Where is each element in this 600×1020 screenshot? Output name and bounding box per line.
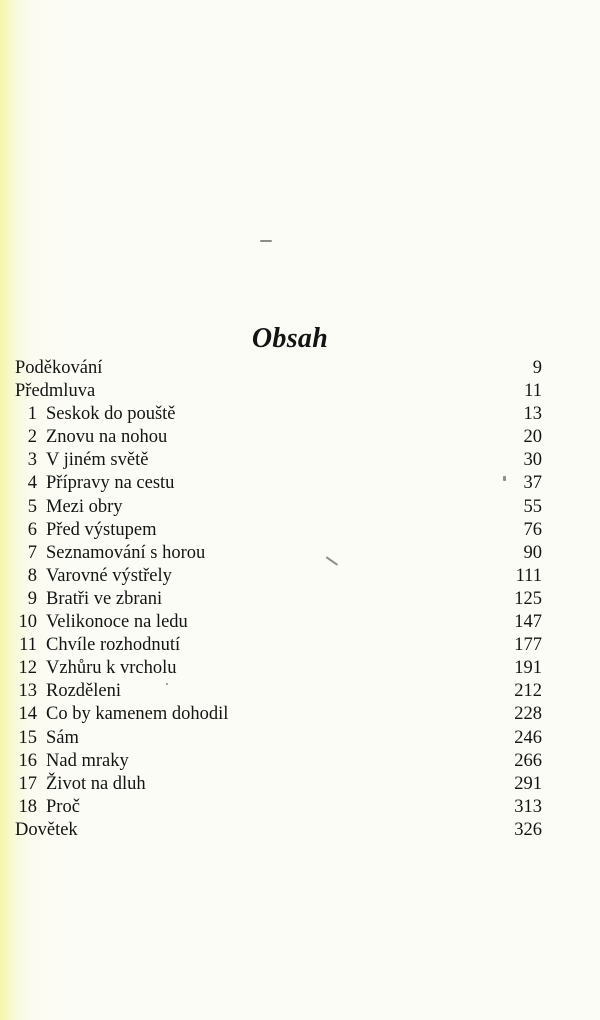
toc-entry bbox=[15, 703, 542, 726]
chapter-number: 6 bbox=[27, 519, 37, 540]
page-title: Obsah bbox=[251, 322, 329, 354]
toc-entry bbox=[15, 565, 542, 588]
chapter-number: 10 bbox=[18, 612, 37, 633]
toc-entry bbox=[15, 496, 542, 519]
chapter-number: 13 bbox=[18, 681, 37, 702]
toc-entry bbox=[15, 426, 542, 449]
chapter-number: 4 bbox=[27, 473, 37, 494]
page-number: 147 bbox=[514, 612, 542, 633]
chapter-title: Předmluva bbox=[15, 381, 96, 402]
chapter-number: 5 bbox=[27, 496, 37, 517]
chapter-number: 16 bbox=[18, 750, 37, 771]
page-number: 177 bbox=[514, 635, 542, 656]
toc-entry bbox=[15, 750, 542, 773]
toc-entry bbox=[15, 519, 542, 542]
chapter-number: 8 bbox=[27, 565, 37, 586]
page-number: 125 bbox=[514, 588, 542, 609]
page-number: 9 bbox=[532, 358, 542, 378]
chapter-title: Nad mraky bbox=[46, 750, 129, 771]
chapter-title: Před výstupem bbox=[46, 519, 157, 540]
chapter-number: 7 bbox=[27, 542, 37, 563]
chapter-number: 12 bbox=[18, 658, 37, 679]
chapter-title: Varovné výstřely bbox=[46, 565, 172, 586]
chapter-title: Chvíle rozhodnutí bbox=[46, 635, 181, 656]
page-number: 228 bbox=[514, 704, 542, 725]
page-number: 111 bbox=[515, 565, 542, 586]
page-number: 11 bbox=[524, 381, 542, 402]
chapter-number: 15 bbox=[18, 727, 37, 748]
chapter-title: Dovětek bbox=[15, 819, 78, 840]
toc-entry bbox=[15, 403, 542, 426]
page-number: 313 bbox=[514, 796, 542, 817]
page-number: 266 bbox=[514, 750, 542, 771]
toc-entry bbox=[15, 634, 542, 657]
chapter-number: 11 bbox=[19, 635, 37, 656]
chapter-number: 9 bbox=[27, 588, 37, 609]
toc-entry bbox=[15, 449, 542, 472]
chapter-number: 3 bbox=[27, 450, 37, 471]
toc-entry bbox=[15, 727, 542, 750]
table-of-contents bbox=[15, 357, 542, 842]
page-number: 76 bbox=[523, 519, 542, 540]
page-number: 90 bbox=[523, 542, 542, 563]
chapter-number: 17 bbox=[18, 773, 37, 794]
chapter-title: Sám bbox=[46, 727, 79, 748]
chapter-title: Bratři ve zbrani bbox=[46, 588, 163, 609]
chapter-number: 18 bbox=[18, 796, 37, 817]
chapter-title: Život na dluh bbox=[46, 773, 146, 794]
chapter-title: V jiném světě bbox=[46, 450, 149, 471]
toc-entry bbox=[15, 380, 542, 403]
page-number: 326 bbox=[514, 819, 542, 840]
chapter-title: Přípravy na cestu bbox=[46, 473, 175, 494]
toc-entry bbox=[15, 819, 542, 842]
chapter-number: 14 bbox=[18, 704, 37, 725]
page-number: 55 bbox=[523, 496, 542, 517]
toc-entry bbox=[15, 588, 542, 611]
chapter-title: Co by kamenem dohodil bbox=[46, 704, 229, 725]
toc-entry bbox=[15, 611, 542, 634]
page-number: 37 bbox=[523, 473, 542, 494]
page-number: 191 bbox=[514, 658, 542, 679]
toc-entry bbox=[15, 657, 542, 680]
paper-speck bbox=[260, 240, 272, 242]
chapter-title: Velikonoce na ledu bbox=[46, 612, 188, 633]
page-number: 20 bbox=[523, 427, 542, 448]
toc-entry bbox=[15, 472, 542, 495]
toc-entry bbox=[15, 796, 542, 819]
chapter-title: Vzhůru k vrcholu bbox=[46, 658, 177, 679]
chapter-title: Rozděleni bbox=[46, 681, 122, 702]
page-number: 13 bbox=[523, 404, 542, 425]
chapter-number: 2 bbox=[27, 427, 37, 448]
toc-entry bbox=[15, 357, 542, 380]
toc-entry bbox=[15, 542, 542, 565]
chapter-number: 1 bbox=[27, 404, 37, 425]
chapter-title: Proč bbox=[46, 796, 80, 817]
toc-entry bbox=[15, 773, 542, 796]
chapter-title: Mezi obry bbox=[46, 496, 123, 517]
page-number: 291 bbox=[514, 773, 542, 794]
chapter-title: Poděkování bbox=[15, 358, 103, 378]
page-number: 30 bbox=[523, 450, 542, 471]
chapter-title: Znovu na nohou bbox=[46, 427, 168, 448]
page-number: 212 bbox=[514, 681, 542, 702]
page-number: 246 bbox=[514, 727, 542, 748]
chapter-title: Seznamování s horou bbox=[46, 542, 206, 563]
toc-entry bbox=[15, 680, 542, 703]
chapter-title: Seskok do pouště bbox=[46, 404, 176, 425]
